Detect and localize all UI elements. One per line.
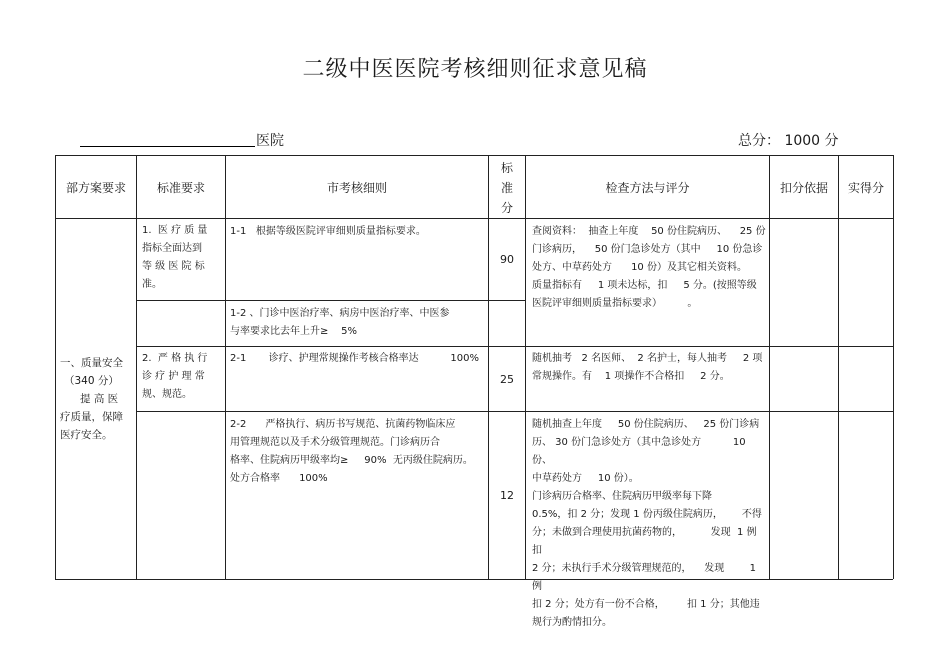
method-line: 随机抽查上年度 50 份住院病历、 25 份门诊病 (532, 419, 760, 430)
header-deduction-basis: 扣分依据 (779, 180, 828, 195)
header-city-rules: 市考核细则 (326, 180, 387, 195)
detail-2-1: 2-1 诊疗、护理常规操作考核合格率达 100% (230, 353, 479, 364)
header-check-method: 检查方法与评分 (605, 180, 690, 195)
detail-line: 2-2 严格执行、病历书写规范、抗菌药物临床应 (230, 419, 456, 430)
standard-line: 诊 疗 护 理 常 (142, 371, 205, 382)
detail-line: 1-2 、门诊中医治疗率、病房中医治疗率、中医参 (230, 308, 450, 319)
standard-1 (142, 222, 220, 294)
detail-1-2 (230, 305, 486, 341)
section-line: 提 高 医 (80, 393, 119, 405)
detail-2-2 (230, 416, 486, 488)
table-border-right (893, 155, 894, 579)
detail-line: 格率、住院病历甲级率均≥ 90% 无丙级住院病历。 (230, 455, 473, 466)
method-line: 历、 30 份门急诊处方（其中急诊处方 10 份、 (532, 437, 749, 466)
standard-line: 准。 (142, 279, 162, 290)
hospital-name-blank (80, 146, 255, 147)
header-standard: 标准要求 (156, 180, 205, 195)
standard-line: 1. 医 疗 质 量 (142, 225, 208, 236)
method-line: 分；未做到合理使用抗菌药物的， 发现 1 例扣 (532, 527, 757, 556)
score-row-2: 25 (500, 372, 514, 386)
method-line: 2 分；未执行手术分级管理规范的， 发现 1 例 (532, 563, 760, 592)
section-quality-safety (60, 354, 132, 444)
method-line: 医院评审细则质量指标要求） 。 (532, 298, 698, 309)
standard-line: 2. 严 格 执 行 (142, 353, 208, 364)
standard-line: 等 级 医 院 标 (142, 261, 205, 272)
detail-line: 用管理规范以及手术分级管理规范。门诊病历合 (230, 437, 440, 448)
detail-line: 处方合格率 100% (230, 473, 328, 484)
score-row-1: 90 (500, 253, 514, 266)
section-line: 医疗安全。 (60, 429, 113, 441)
method-line: 处方、中草药处方 10 份）及其它相关资料。 (532, 262, 747, 273)
document-title: 二级中医医院考核细则征求意见稿 (302, 57, 648, 82)
hospital-label: 医院 (256, 133, 284, 149)
standard-line: 指标全面达到 (142, 243, 202, 254)
method-line: 查阅资料： 抽查上年度 50 份住院病历、 25 份 (532, 226, 766, 237)
detail-1-1: 1-1 根据等级医院评审细则质量指标要求。 (230, 226, 426, 237)
standard-line: 规、规范。 (142, 389, 192, 400)
header-score-char: 分 (500, 201, 513, 215)
header-actual-score: 实得分 (847, 180, 884, 195)
section-line: （340 分） (64, 375, 119, 387)
method-line: 门诊病历合格率、住院病历甲级率每下降 (532, 491, 712, 502)
method-1 (532, 223, 766, 313)
method-line: 中草药处方 10 份）。 (532, 473, 639, 484)
score-row-3: 12 (500, 489, 514, 502)
standard-2 (142, 350, 220, 404)
method-2 (532, 350, 766, 386)
table-border-bottom (55, 579, 893, 580)
header-dept-requirement: 部方案要求 (65, 180, 126, 195)
method-line: 扣 2 分；处方有一份不合格， 扣 1 分；其他违 (532, 599, 760, 610)
row-line (136, 300, 225, 301)
method-line: 随机抽考 2 名医师、 2 名护士，每人抽考 2 项 (532, 353, 763, 364)
section-line: 一、质量安全 (60, 357, 123, 369)
method-line: 常规操作。有 1 项操作不合格扣 2 分。 (532, 371, 730, 382)
total-score: 总分： 1000 分 (738, 133, 839, 149)
header-score-char: 标 (500, 161, 513, 175)
section-line: 疗质量，保障 (60, 411, 123, 423)
method-line: 质量指标有 1 项未达标，扣 5 分。(按照等级 (532, 280, 757, 291)
method-3 (532, 416, 766, 632)
method-line: 规行为酌情扣分。 (532, 617, 612, 628)
method-line: 0.5%，扣 2 分；发现 1 份丙级住院病历， 不得 (532, 509, 762, 520)
header-separator (55, 218, 893, 219)
row-line (225, 300, 525, 301)
header-score-char: 准 (500, 181, 513, 195)
method-line: 门诊病历， 50 份门急诊处方（其中 10 份急诊 (532, 244, 763, 255)
detail-line: 与率要求比去年上升≥ 5% (230, 326, 357, 337)
header-standard-score (489, 158, 525, 218)
